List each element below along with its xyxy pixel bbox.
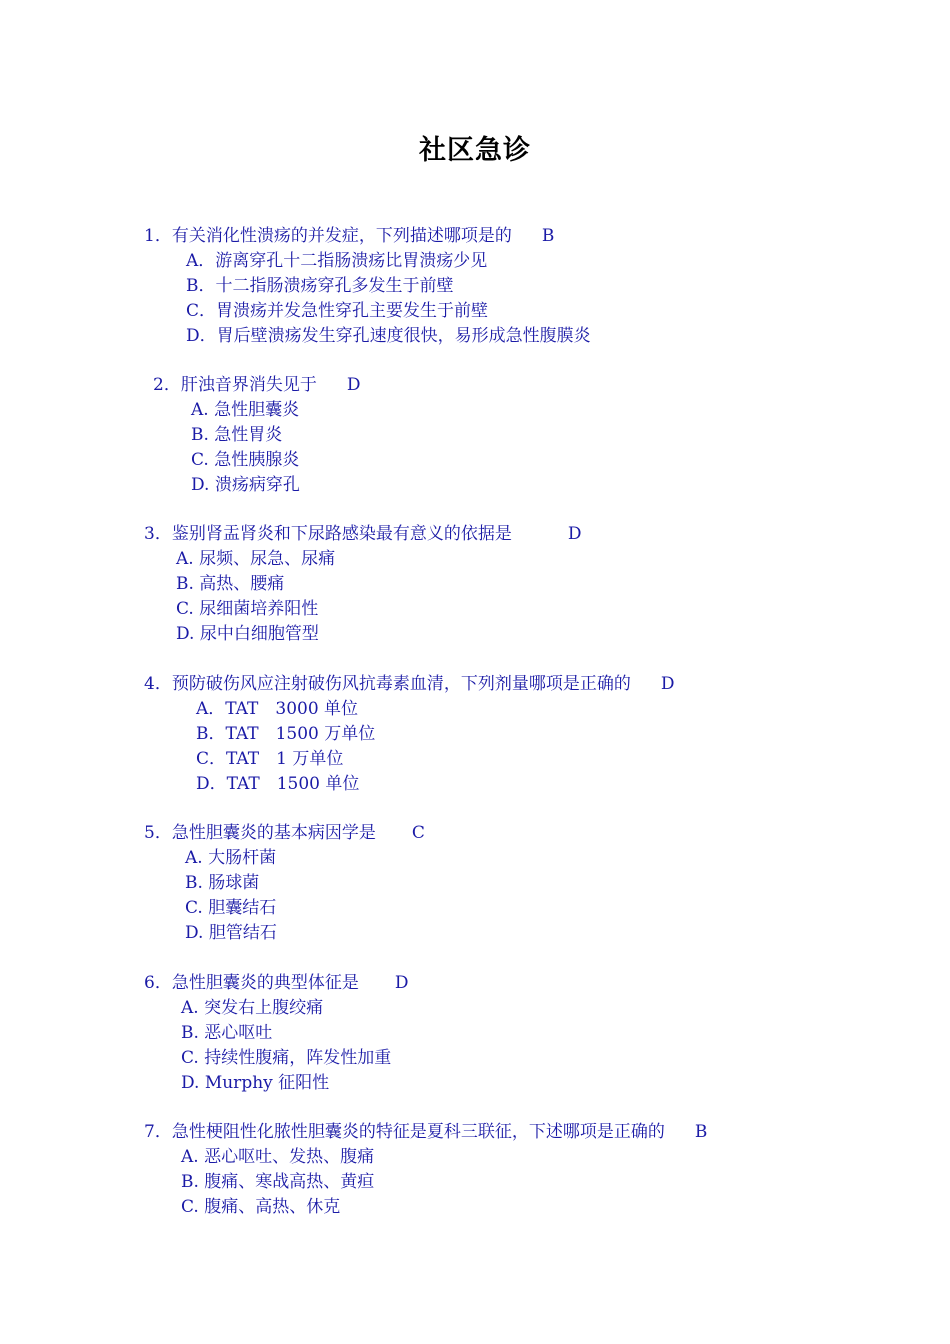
option-item: A. 恶心呕吐、发热、腹痛 bbox=[181, 1147, 375, 1167]
option-item: A．TAT 3000 单位 bbox=[196, 699, 359, 719]
question-stem bbox=[144, 971, 408, 996]
question-4 bbox=[144, 672, 674, 797]
option-item: D．TAT 1500 单位 bbox=[196, 774, 360, 794]
option-item: C．胃溃疡并发急性穿孔主要发生于前壁 bbox=[186, 301, 489, 321]
option-item: A．游离穿孔十二指肠溃疡比胃溃疡少见 bbox=[186, 251, 488, 271]
question-7 bbox=[144, 1120, 707, 1220]
option-list bbox=[196, 697, 674, 797]
answer-key: D bbox=[346, 375, 361, 395]
option-item: C．TAT 1 万单位 bbox=[196, 749, 344, 769]
answer-key: D bbox=[567, 524, 582, 544]
question-stem bbox=[144, 224, 591, 249]
answer-key: C bbox=[411, 823, 425, 843]
option-item: A. 突发右上腹绞痛 bbox=[181, 998, 324, 1018]
question-text: 6．急性胆囊炎的典型体征是 bbox=[144, 973, 359, 993]
option-item: A. 大肠杆菌 bbox=[185, 848, 277, 868]
page-title: 社区急诊 bbox=[419, 135, 531, 166]
question-text: 5．急性胆囊炎的基本病因学是 bbox=[144, 823, 376, 843]
question-text: 7．急性梗阻性化脓性胆囊炎的特征是夏科三联征，下述哪项是正确的 bbox=[144, 1122, 665, 1142]
question-5 bbox=[144, 821, 425, 946]
question-text: 3．鉴别肾盂肾炎和下尿路感染最有意义的依据是 bbox=[144, 524, 512, 544]
option-item: A. 急性胆囊炎 bbox=[191, 400, 300, 420]
answer-key: D bbox=[394, 973, 409, 993]
question-stem bbox=[144, 821, 425, 846]
option-item: C. 尿细菌培养阳性 bbox=[176, 599, 319, 619]
option-item: D. 溃疡病穿孔 bbox=[191, 475, 300, 495]
option-item: C. 持续性腹痛，阵发性加重 bbox=[181, 1048, 392, 1068]
question-stem bbox=[144, 1120, 707, 1145]
question-text: 1．有关消化性溃疡的并发症，下列描述哪项是的 bbox=[144, 226, 512, 246]
question-stem bbox=[144, 522, 581, 547]
option-list bbox=[181, 1145, 707, 1220]
question-text: 2．肝浊音界消失见于 bbox=[153, 375, 317, 395]
option-item: D. Murphy 征阳性 bbox=[181, 1073, 330, 1093]
question-stem bbox=[144, 672, 674, 697]
option-item: B. 肠球菌 bbox=[185, 873, 260, 893]
option-item: B．TAT 1500 万单位 bbox=[196, 724, 376, 744]
answer-key: B bbox=[541, 226, 555, 246]
option-list bbox=[191, 398, 360, 498]
option-item: B. 急性胃炎 bbox=[191, 425, 283, 445]
option-list bbox=[185, 846, 425, 946]
option-item: C. 急性胰腺炎 bbox=[191, 450, 300, 470]
option-item: B．十二指肠溃疡穿孔多发生于前壁 bbox=[186, 276, 454, 296]
option-item: D. 尿中白细胞管型 bbox=[176, 624, 319, 644]
option-item: B. 腹痛、寒战高热、黄疸 bbox=[181, 1172, 375, 1192]
option-item: C. 胆囊结石 bbox=[185, 898, 277, 918]
question-6 bbox=[144, 971, 408, 1096]
option-item: B. 恶心呕吐 bbox=[181, 1023, 273, 1043]
option-item: D．胃后壁溃疡发生穿孔速度很快，易形成急性腹膜炎 bbox=[186, 326, 591, 346]
question-text: 4．预防破伤风应注射破伤风抗毒素血清，下列剂量哪项是正确的 bbox=[144, 674, 631, 694]
answer-key: D bbox=[660, 674, 675, 694]
answer-key: B bbox=[694, 1122, 708, 1142]
option-item: D. 胆管结石 bbox=[185, 923, 277, 943]
question-3 bbox=[144, 522, 581, 647]
option-list bbox=[181, 996, 408, 1096]
option-list bbox=[176, 547, 581, 647]
option-item: A. 尿频、尿急、尿痛 bbox=[176, 549, 336, 569]
question-stem bbox=[153, 373, 360, 398]
option-item: C. 腹痛、高热、休克 bbox=[181, 1197, 341, 1217]
option-item: B. 高热、腰痛 bbox=[176, 574, 285, 594]
question-2 bbox=[153, 373, 360, 498]
option-list bbox=[186, 249, 591, 349]
question-1 bbox=[144, 224, 591, 349]
